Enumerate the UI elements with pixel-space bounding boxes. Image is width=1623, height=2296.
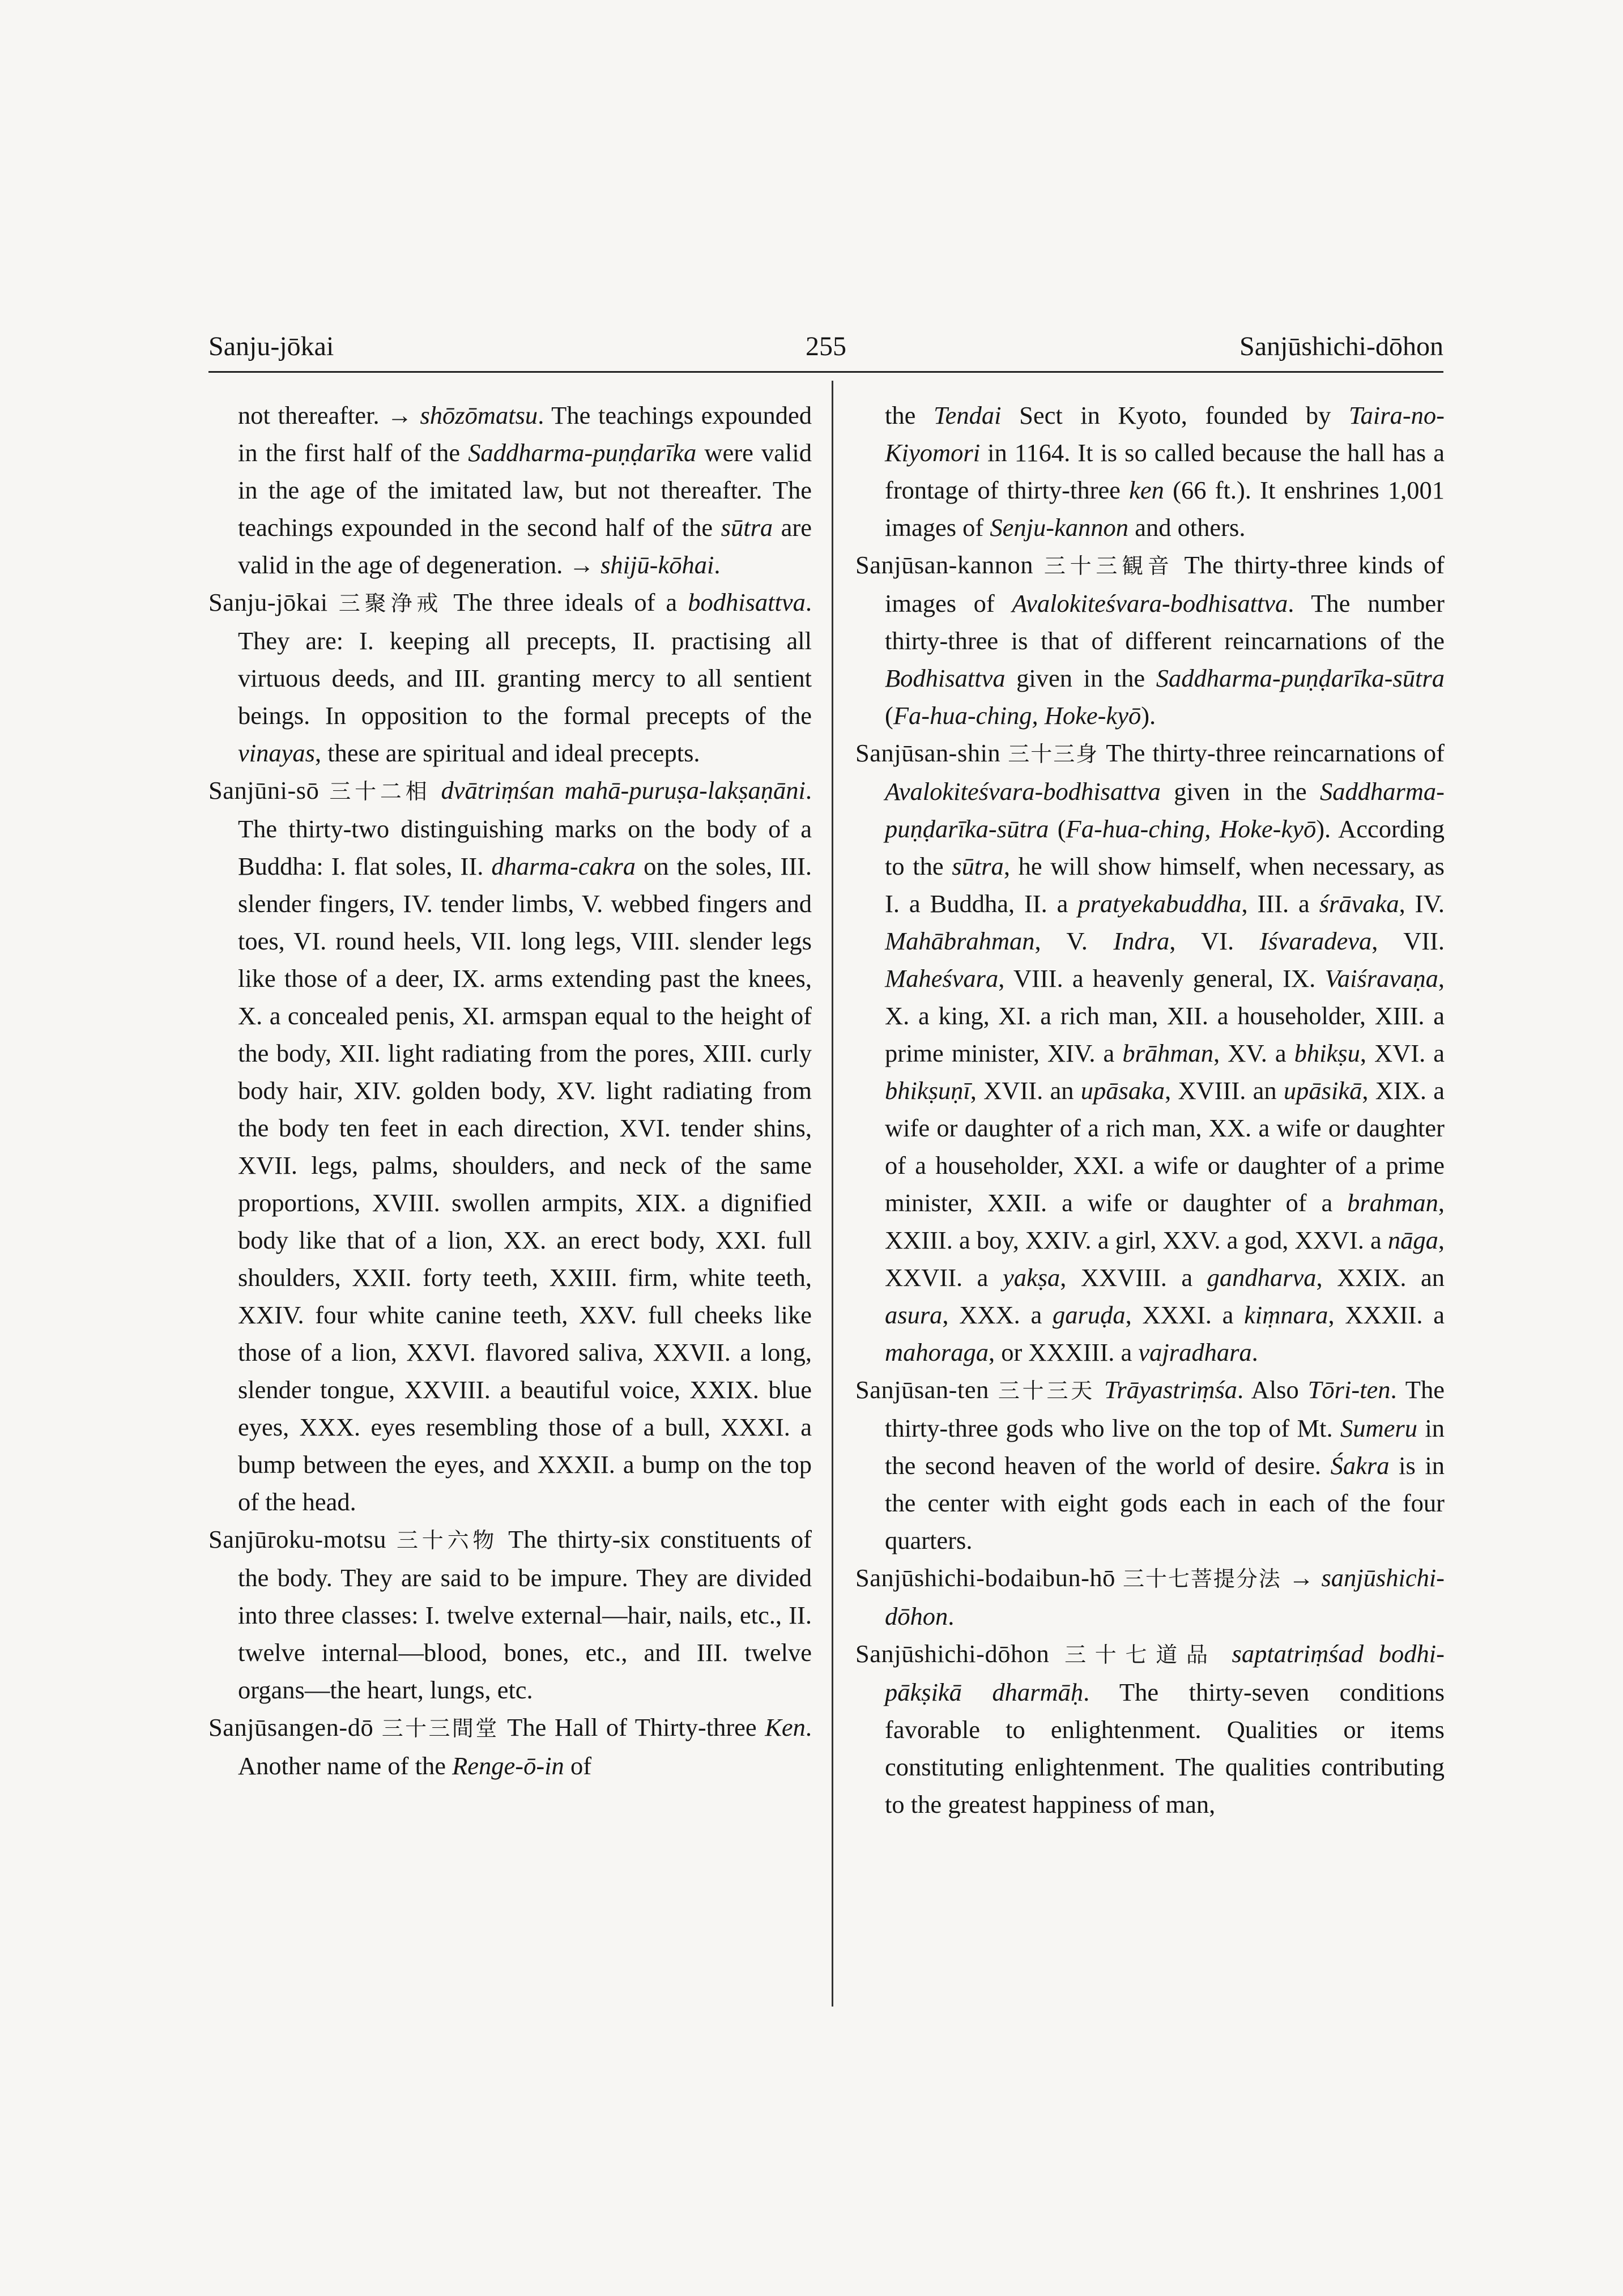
text-run: (66 ft.). It enshrines 1,001 images of — [885, 476, 1445, 542]
text-run: . — [948, 1602, 955, 1630]
left-entries — [208, 583, 812, 1784]
text-run: . — [714, 551, 721, 579]
text-run — [431, 776, 441, 804]
text-run: , VI. — [1169, 927, 1260, 955]
entry-kanji: 三十三天 — [998, 1378, 1096, 1403]
text-run: in 1164. It is so called because the hall has a frontage of thirty-three — [885, 438, 1445, 504]
text-run: Sect in Kyoto, founded by — [1001, 401, 1349, 429]
italic-term: mahoraga — [885, 1338, 989, 1366]
text-run: . They are: I. keeping all precepts, II. practising all virtuous deeds, and III. granting mercy to all sentient beings. In opposition to the formal precepts of the — [238, 588, 812, 730]
text-run: , XVII. an — [970, 1076, 1081, 1105]
text-run: of — [564, 1752, 592, 1780]
italic-term: Indra — [1113, 927, 1170, 955]
italic-term: Tendai — [933, 401, 1002, 429]
entry-kanji: 三十三観音 — [1043, 553, 1174, 578]
entry-headword: Sanjūsan-shin — [855, 739, 1001, 767]
italic-term: vinayas — [238, 739, 315, 767]
text-run: , V. — [1034, 927, 1114, 955]
text-run: , XVIII. an — [1165, 1076, 1284, 1105]
text-run: , these are spiritual and ideal precepts. — [314, 739, 700, 767]
text-run: . The number thirty-three is that of different reincarnations of the — [885, 589, 1445, 655]
text-run: , XIX. a wife or daughter of a rich man, XX. a wife or daughter of a householder, XXI. a wife or daughter of a prime minister, XXII. a wife or daughter of a — [885, 1076, 1445, 1217]
text-run: , IV. — [1399, 889, 1445, 918]
text-run: , XXXI. a — [1125, 1301, 1245, 1329]
entry-headword: Sanju-jōkai — [208, 588, 328, 616]
italic-term: yakṣa — [1002, 1263, 1060, 1292]
italic-term: brāhman — [1122, 1039, 1214, 1067]
entry-headword: Sanjūsangen-dō — [208, 1713, 374, 1741]
text-run: is in the center with eight gods each in each of the four quarters. — [885, 1451, 1445, 1554]
italic-term: Śakra — [1330, 1451, 1390, 1480]
dictionary-entry — [208, 1520, 812, 1709]
left-column — [208, 397, 812, 1784]
text-run: . Another name of the — [238, 1713, 812, 1780]
italic-term: pratyekabuddha — [1077, 889, 1242, 918]
text-run: ( — [885, 701, 893, 730]
entry-kanji: 三十七道品 — [1064, 1642, 1217, 1667]
column-divider — [832, 381, 833, 2007]
italic-term: Vaiśravaṇa — [1324, 964, 1438, 992]
dictionary-entry — [855, 546, 1445, 734]
text-run — [1217, 1639, 1232, 1668]
text-run: . The thirty-seven conditions favorable to enlightenment. Qualities or items constituting enlightenment. The qualities contributing to the greatest happiness of man, — [885, 1678, 1445, 1818]
entry-headword: Sanjūsan-ten — [855, 1375, 989, 1404]
text-run: not thereafter. → — [238, 401, 420, 429]
text-run: were valid in the age of the imitated law, but not thereafter. The teachings expounded in the second half of the — [238, 438, 812, 542]
italic-term: ken — [1129, 476, 1164, 504]
italic-term: Senju-kannon — [990, 513, 1129, 542]
italic-term: sanjūshichi-dōhon — [885, 1564, 1445, 1630]
text-run: , or XXXIII. a — [988, 1338, 1139, 1366]
text-run: , XV. a — [1213, 1039, 1294, 1067]
text-run: , III. a — [1241, 889, 1319, 918]
right-column — [855, 397, 1445, 1823]
text-run: given in the — [1005, 664, 1156, 692]
running-header — [208, 330, 1443, 375]
italic-term: Avalokiteśvara-bodhisattva — [1012, 589, 1288, 617]
text-run: . The thirty-three gods who live on the top of Mt. — [885, 1375, 1445, 1442]
italic-term: dharma-cakra — [491, 852, 636, 880]
text-run: . The thirty-two distinguishing marks on the body of a Buddha: I. flat soles, II. — [238, 776, 812, 880]
text-run: ( — [1049, 815, 1066, 843]
text-run: . Also — [1237, 1375, 1308, 1404]
italic-term: Sumeru — [1340, 1414, 1417, 1442]
dictionary-entry — [208, 772, 812, 1520]
text-run: The thirty-three reincarnations of — [1098, 739, 1445, 767]
entry-kanji: 三十三身 — [1008, 742, 1099, 766]
italic-term: Maheśvara — [885, 964, 999, 992]
text-run: The three ideals of a — [442, 588, 688, 616]
text-run: , XXIII. a boy, XXIV. a girl, XXV. a god, XXVI. a — [885, 1189, 1445, 1254]
italic-term: shijū-kōhai — [600, 551, 714, 579]
italic-term: Tōri-ten — [1307, 1375, 1391, 1404]
italic-term: Mahābrahman — [885, 927, 1035, 955]
entry-headword: Sanjūroku-motsu — [208, 1525, 387, 1553]
italic-term: Trāyastriṃśa — [1104, 1375, 1238, 1404]
italic-term: garuḍa — [1053, 1301, 1126, 1329]
italic-term: bhikṣuṇī — [885, 1076, 970, 1105]
italic-term: nāga — [1387, 1226, 1438, 1254]
text-run: , VIII. a heavenly general, IX. — [998, 964, 1325, 992]
entry-kanji: 三聚浄戒 — [338, 591, 443, 616]
text-run: The thirty-three kinds of images of — [885, 551, 1445, 617]
entry-kanji: 三十三間堂 — [381, 1716, 499, 1741]
text-run: , VII. — [1371, 927, 1445, 955]
text-run: the — [885, 401, 934, 429]
text-run: given in the — [1160, 777, 1320, 806]
text-run: , XXVII. a — [885, 1226, 1445, 1292]
entry-kanji: 三十七菩提分法 — [1123, 1566, 1281, 1591]
text-run: and others. — [1128, 513, 1246, 542]
dictionary-entry — [855, 1635, 1445, 1823]
text-run: on the soles, III. slender fingers, IV. tender limbs, V. webbed fingers and toes, VI. round heels, VII. long legs, VIII. slender legs like those of a deer, IX. arms extending past the knees, X. a concealed penis, XI. armspan equal to the height of the body, XII. light radiating from the pores, XIII. curly body hair, XIV. golden body, XV. light radiating from the body ten feet in each direction, XVI. tender shins, XVII. legs, palms, shoulders, and neck of the same proportions, XVIII. swollen armpits, XIX. a dignified body like that of a lion, XX. an erect body, XXI. full shoulders, XXII. forty teeth, XXIII. firm, white teeth, XXIV. four white canine teeth, XXV. full cheeks like those of a lion, XXVI. flavored saliva, XXVII. a long, slender tongue, XXVIII. a beautiful voice, XXIX. blue eyes, XXX. eyes resembling those of a bull, XXXI. a bump between the eyes, and XXXII. a bump on the top of the head. — [238, 852, 812, 1516]
italic-term: śrāvaka — [1319, 889, 1399, 918]
italic-term: upāsaka — [1080, 1076, 1165, 1105]
header-left-guide-word: Sanju-jōkai — [208, 331, 334, 361]
text-run: . The teachings expounded in the first half of the — [238, 401, 812, 467]
text-run: ). — [1141, 701, 1156, 730]
italic-term: bhikṣu — [1294, 1039, 1360, 1067]
entry-headword: Sanjūshichi-dōhon — [855, 1639, 1050, 1668]
italic-term: Taira-no-Kiyomori — [885, 401, 1445, 467]
italic-term: sūtra — [721, 513, 773, 542]
italic-term: bodhisattva — [688, 588, 806, 616]
dictionary-entry — [855, 1559, 1445, 1635]
italic-term: Renge-ō-in — [452, 1752, 564, 1780]
italic-term: brahman — [1347, 1189, 1438, 1217]
entry-kanji: 三十二相 — [329, 779, 431, 804]
italic-term: saptatriṃśad bodhi-pākṣikā dharmāḥ — [885, 1639, 1445, 1706]
text-run: are valid in the age of degeneration. → — [238, 513, 812, 579]
dictionary-entry — [208, 1709, 812, 1784]
italic-term: Ken — [765, 1713, 806, 1741]
italic-term: Avalokiteśvara-bodhisattva — [885, 777, 1161, 806]
entry-headword: Sanjūshichi-bodaibun-hō — [855, 1564, 1115, 1592]
italic-term: dvātriṃśan mahā-puruṣa-lakṣaṇāni — [441, 776, 806, 804]
text-run: . — [1251, 1338, 1258, 1366]
header-right-guide-word: Sanjūshichi-dōhon — [1239, 331, 1443, 361]
text-run: → — [1281, 1564, 1322, 1592]
entry-kanji: 三十六物 — [396, 1528, 499, 1553]
text-run: , XXX. a — [942, 1301, 1053, 1329]
italic-term: shōzōmatsu — [420, 401, 538, 429]
italic-term: upāsikā — [1283, 1076, 1362, 1105]
page-number: 255 — [806, 331, 846, 361]
italic-term: sūtra — [952, 852, 1004, 880]
italic-term: gandharva — [1207, 1263, 1317, 1292]
italic-term: Bodhisattva — [885, 664, 1006, 692]
text-run — [1095, 1375, 1104, 1404]
text-run: The Hall of Thirty-three — [499, 1713, 765, 1741]
italic-term: kiṃnara — [1244, 1301, 1328, 1329]
continued-text — [855, 397, 1445, 546]
dictionary-entry — [855, 734, 1445, 1371]
italic-term: Saddharma-puṇḍarīka-sūtra — [1156, 664, 1445, 692]
text-run: ). According to the — [885, 815, 1445, 880]
dictionary-entry — [855, 1371, 1445, 1559]
italic-term: asura — [885, 1301, 943, 1329]
italic-term: vajradhara — [1138, 1338, 1252, 1366]
italic-term: Iśvaradeva — [1259, 927, 1372, 955]
text-run: , X. a king, XI. a rich man, XII. a householder, XIII. a prime minister, XIV. a — [885, 964, 1445, 1067]
italic-term: Fa-hua-ching, Hoke-kyō — [1066, 815, 1317, 843]
italic-term: Saddharma-puṇḍarīka-sūtra — [885, 777, 1445, 843]
text-run: , XXIX. an — [1316, 1263, 1445, 1292]
dictionary-entry — [208, 583, 812, 772]
text-run: The thirty-six constituents of the body. They are said to be impure. They are divided into three classes: I. twelve external—hair, nails, etc., II. twelve internal—blood, bones, etc., and III. twelve organs—the heart, lungs, etc. — [238, 1525, 812, 1704]
text-run: , he will show himself, when necessary, as I. a Buddha, II. a — [885, 852, 1445, 918]
italic-term: Saddharma-puṇḍarīka — [468, 438, 697, 467]
entry-headword: Sanjūni-sō — [208, 776, 320, 804]
header-rule — [208, 371, 1443, 373]
right-entries — [855, 546, 1445, 1823]
text-run: in the second heaven of the world of desire. — [885, 1414, 1445, 1480]
text-run: , XXXII. a — [1328, 1301, 1445, 1329]
entry-headword: Sanjūsan-kannon — [855, 551, 1034, 579]
text-run: , XVI. a — [1360, 1039, 1445, 1067]
italic-term: Fa-hua-ching, Hoke-kyō — [893, 701, 1141, 730]
text-run: , XXVIII. a — [1060, 1263, 1207, 1292]
continued-text — [208, 397, 812, 583]
